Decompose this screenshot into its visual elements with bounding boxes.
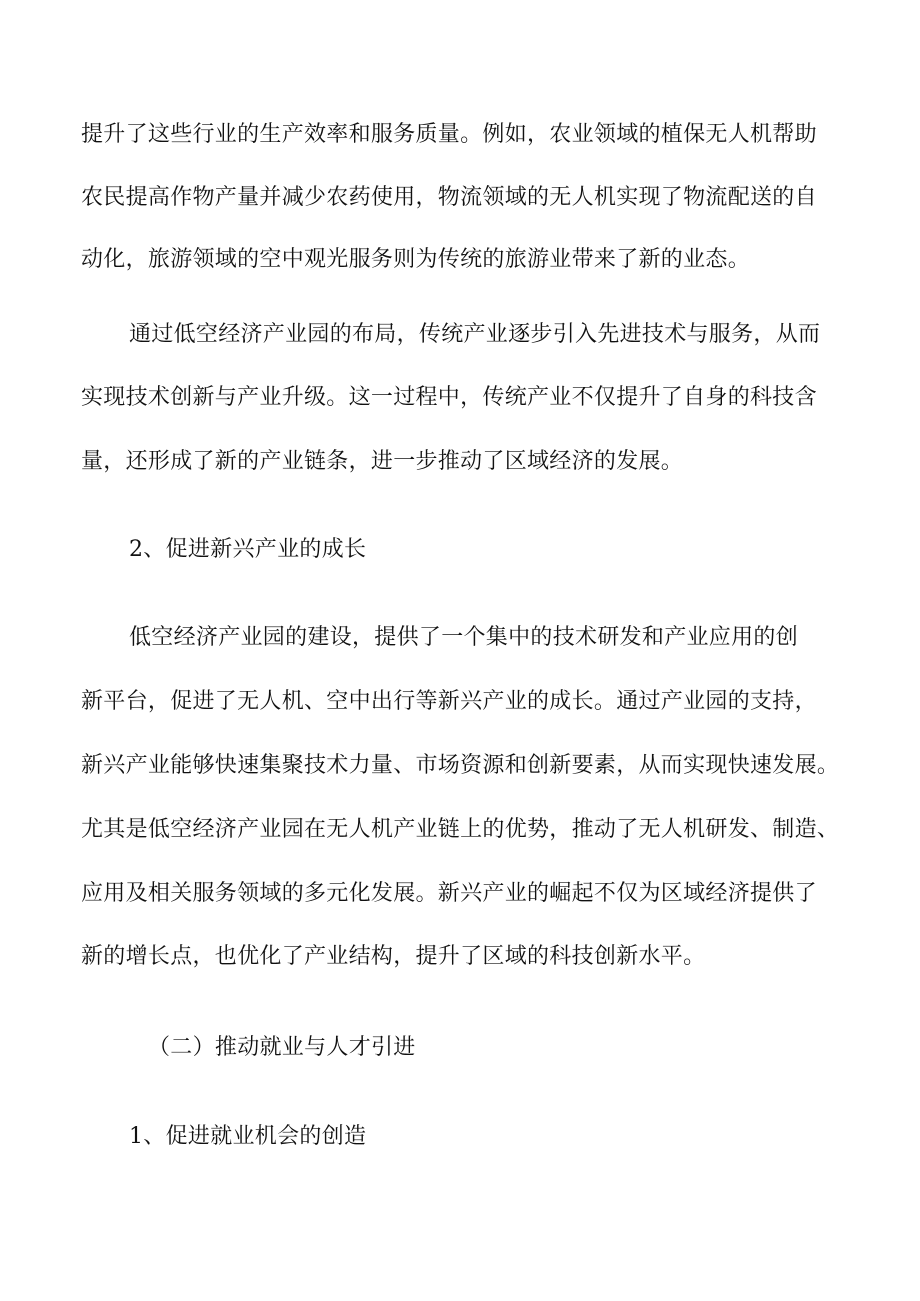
paragraph-2-line-1: 通过低空经济产业园的布局，传统产业逐步引入先进技术与服务，从而 [129, 322, 821, 347]
paragraph-2-line-2: 实现技术创新与产业升级。这一过程中，传统产业不仅提升了自身的科技含 [81, 385, 817, 410]
subheading-2: 2、促进新兴产业的成长 [129, 537, 367, 562]
paragraph-1-line-2: 农民提高作物产量并减少农药使用，物流领域的无人机实现了物流配送的自 [81, 185, 817, 210]
paragraph-3-line-5: 应用及相关服务领域的多元化发展。新兴产业的崛起不仅为区域经济提供了 [81, 881, 817, 906]
paragraph-1-line-3: 动化，旅游领域的空中观光服务则为传统的旅游业带来了新的业态。 [81, 247, 751, 272]
paragraph-3-line-4: 尤其是低空经济产业园在无人机产业链上的优势，推动了无人机研发、制造、 [81, 817, 840, 842]
section-heading: （二）推动就业与人才引进 [148, 1035, 416, 1060]
paragraph-2-line-3: 量，还形成了新的产业链条，进一步推动了区域经济的发展。 [81, 449, 684, 474]
paragraph-1-line-1: 提升了这些行业的生产效率和服务质量。例如，农业领域的植保无人机帮助 [81, 122, 817, 147]
paragraph-3-line-6: 新的增长点，也优化了产业结构，提升了区域的科技创新水平。 [81, 944, 706, 969]
paragraph-3-line-2: 新平台，促进了无人机、空中出行等新兴产业的成长。通过产业园的支持， [81, 689, 817, 714]
subheading-1: 1、促进就业机会的创造 [129, 1124, 367, 1149]
paragraph-3-line-1: 低空经济产业园的建设，提供了一个集中的技术研发和产业应用的创 [129, 625, 799, 650]
paragraph-3-line-3: 新兴产业能够快速集聚技术力量、市场资源和创新要素，从而实现快速发展。 [81, 753, 840, 778]
